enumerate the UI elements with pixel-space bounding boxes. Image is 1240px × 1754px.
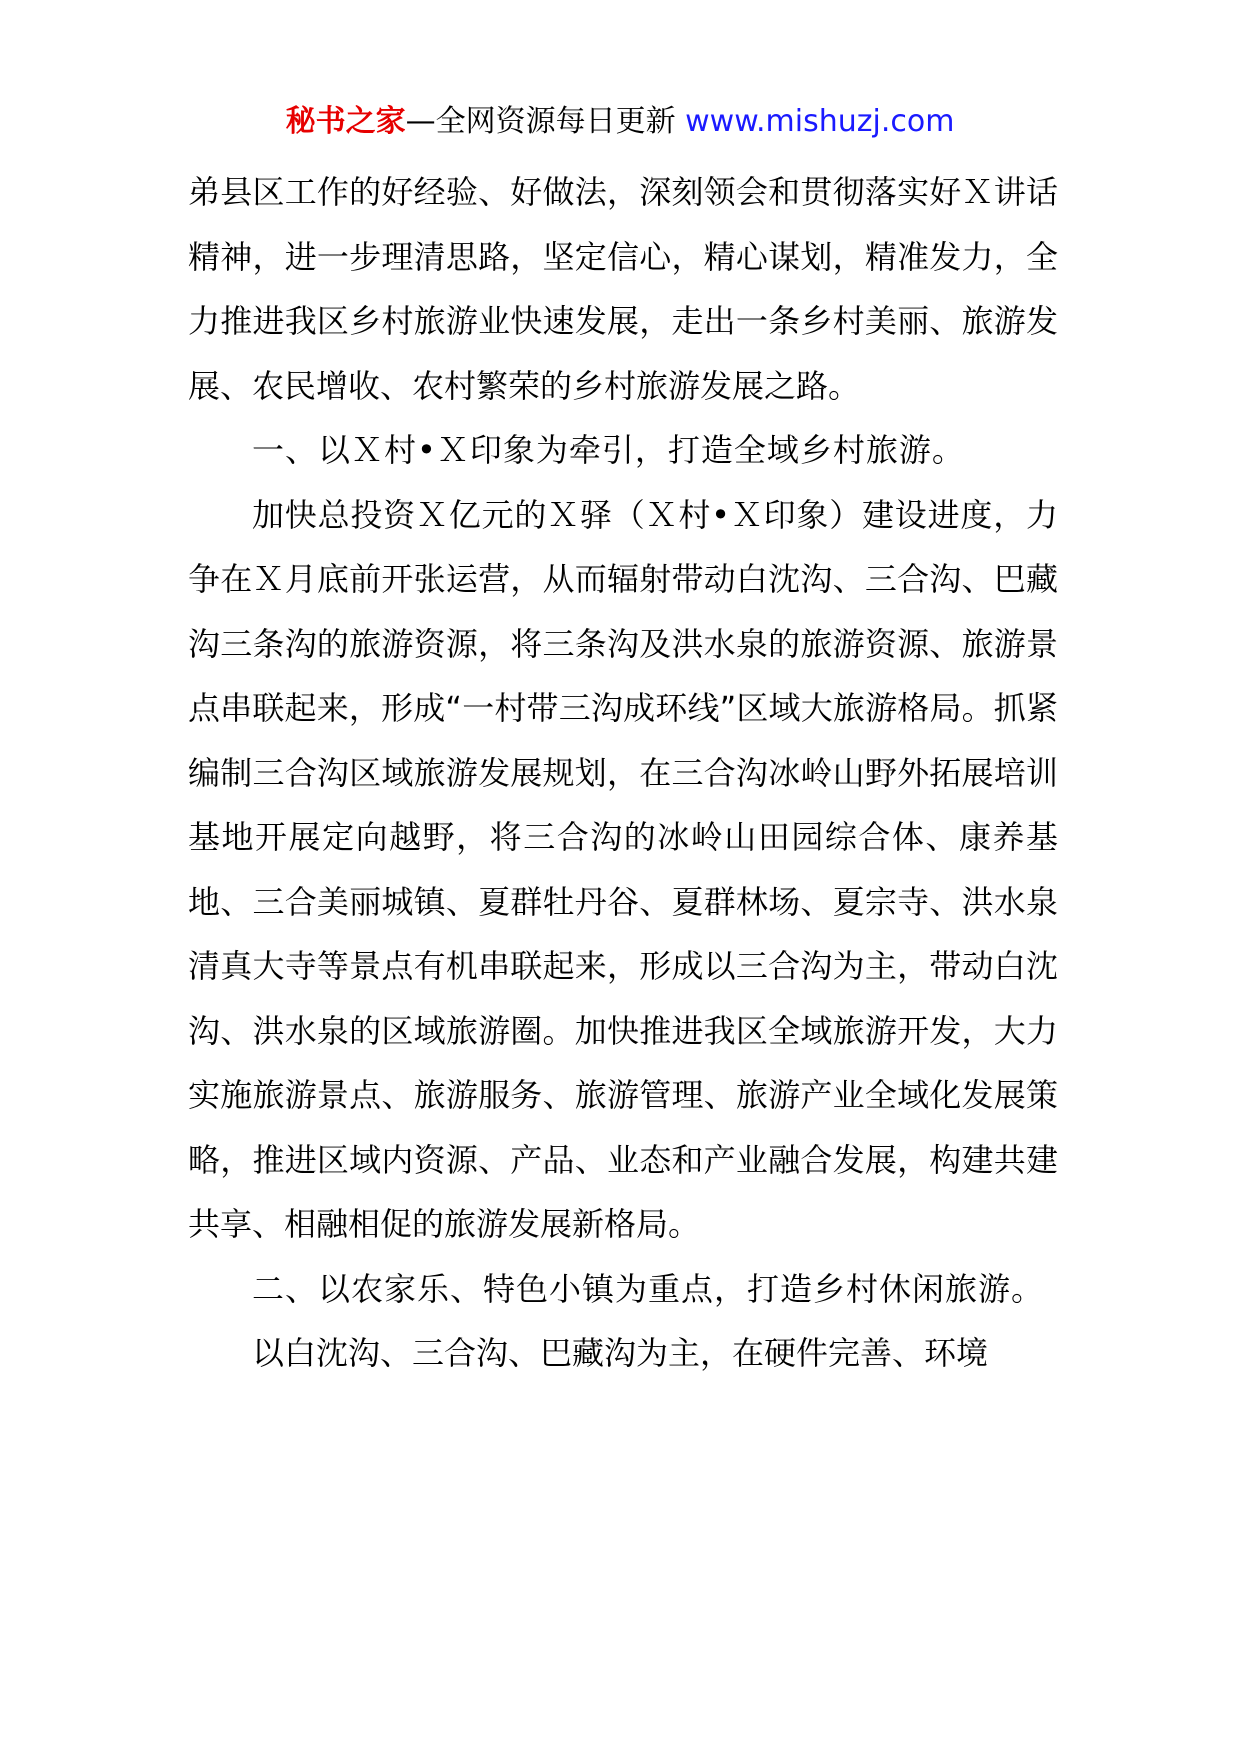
site-brand: 秘书之家: [285, 104, 406, 139]
site-tagline: —全网资源每日更新: [405, 104, 676, 139]
page-header: [0, 102, 1240, 142]
body-paragraph: 弟县区工作的好经验、好做法，深刻领会和贯彻落实好Ｘ讲话精神，进一步理清思路，坚定信心，精心谋划，精准发力，全力推进我区乡村旅游业快速发展，走出一条乡村美丽、旅游发展、农民增收、农村繁荣的乡村旅游发展之路。: [188, 173, 1058, 405]
site-url-link[interactable]: www.mishuzj.com: [685, 104, 955, 139]
body-paragraph: 以白沈沟、三合沟、巴藏沟为主，在硬件完善、环境: [252, 1334, 989, 1372]
body-paragraph: 加快总投资Ｘ亿元的Ｘ驿（Ｘ村•Ｘ印象）建设进度，力争在Ｘ月底前开张运营，从而辐射带动白沈沟、三合沟、巴藏沟三条沟的旅游资源，将三条沟及洪水泉的旅游资源、旅游景点串联起来，形成“一村带三沟成环线”区域大旅游格局。抓紧编制三合沟区域旅游发展规划，在三合沟冰岭山野外拓展培训基地开展定向越野，将三合沟的冰岭山田园综合体、康养基地、三合美丽城镇、夏群牡丹谷、夏群林场、夏宗寺、洪水泉清真大寺等景点有机串联起来，形成以三合沟为主，带动白沈沟、洪水泉的区域旅游圈。加快推进我区全域旅游开发，大力实施旅游景点、旅游服务、旅游管理、旅游产业全域化发展策略，推进区域内资源、产品、业态和产业融合发展，构建共建共享、相融相促的旅游发展新格局。: [188, 495, 1058, 1243]
section-heading: 一、以Ｘ村•Ｘ印象为牵引，打造全域乡村旅游。: [252, 431, 965, 469]
document-body: [188, 160, 1058, 1386]
section-heading: 二、以农家乐、特色小镇为重点，打造乡村休闲旅游。: [252, 1269, 1045, 1308]
